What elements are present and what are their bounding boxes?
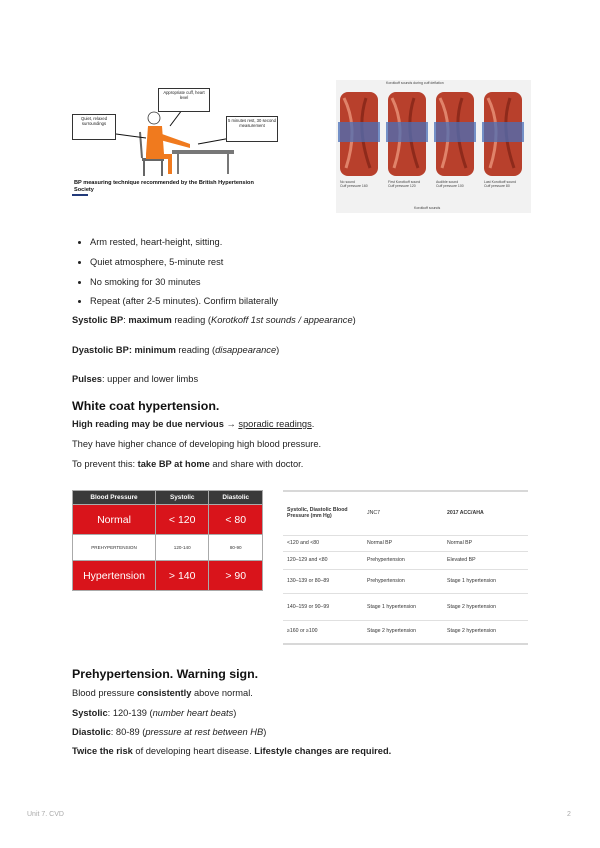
table-header: Blood Pressure (73, 491, 156, 505)
table-row: ≥160 or ≥100 Stage 2 hypertension Stage 2 hypertension (287, 627, 497, 634)
systolic-line: Systolic BP: maximum reading (Korotkoff 1st sounds / appearance) (72, 315, 356, 325)
figure-caption: BP measuring technique recommended by the British Hypertension Society (74, 180, 254, 193)
panel-4-label: Last Korotkoff sound (484, 180, 517, 184)
prehypertension-line-1: Blood pressure consistently above normal. (72, 688, 253, 698)
measurement-bullets (74, 233, 278, 312)
panel-2-label: First Korotkoff sound (388, 180, 421, 184)
pulses-line: Pulses: upper and lower limbs (72, 374, 199, 384)
panel-1-sub: Cuff pressure 160 (340, 184, 368, 188)
arm-panel-1 (338, 92, 380, 176)
table-row: 120–129 and <80 Prehypertension Elevated BP (283, 551, 528, 569)
prehypertension-line-4: Twice the risk of developing heart disease. Lifestyle changes are required. (72, 746, 392, 756)
diastolic-line: Dyastolic BP: minimum reading (disappearance) (72, 345, 280, 355)
arm-panel-4 (482, 92, 524, 176)
table-row: 140–159 or 90–99 Stage 1 hypertension Stage 2 hypertension (283, 593, 528, 620)
prehypertension-line-3: Diastolic: 80-89 (pressure at rest between HB) (72, 727, 267, 737)
bp-technique-figure (72, 88, 290, 198)
panel-2-sub: Cuff pressure 120 (388, 184, 416, 188)
table-row: <120 and <80 Normal BP Normal BP (283, 535, 528, 551)
quiet-surroundings-label: Quiet, relaxed surroundings (72, 114, 116, 140)
list-item: • Quiet atmosphere, 5-minute rest (90, 253, 278, 273)
prehypertension-heading: Prehypertension. Warning sign. (72, 667, 259, 681)
cuff-level-label: Appropriate cuff, heart level (158, 88, 210, 112)
jnc7-acc-aha-table (283, 490, 528, 645)
panel-1-label: No sound (340, 180, 355, 184)
rest-time-label: 5 minutes rest, 30 second measurement (226, 116, 278, 142)
table-row: PREHYPERTENSION 120-140 80-90 (73, 535, 263, 561)
white-coat-line-3: To prevent this: take BP at home and share with doctor. (72, 459, 304, 469)
panel-3-sub: Cuff pressure 100 (436, 184, 464, 188)
table-header: Systolic (156, 491, 209, 505)
table-row: Normal < 120 < 80 (73, 505, 263, 535)
arm-panel-3 (434, 92, 476, 176)
white-coat-line-1: High reading may be due nervious → sporadic readings. (72, 419, 315, 429)
footer-unit: Unit 7. CVD (27, 811, 64, 818)
panel-3-label: Audible sound (436, 180, 459, 184)
list-item: • Arm rested, heart-height, sitting. (90, 233, 278, 253)
arm-cross-section-images (336, 88, 531, 178)
table-header: Diastolic (209, 491, 263, 505)
korotkoff-header: Korotkoff sounds during cuff deflation (386, 81, 444, 85)
table-row: 130–139 or 80–89 Prehypertension Stage 1 hypertension (283, 569, 528, 593)
list-item: • No smoking for 30 minutes (90, 273, 278, 293)
korotkoff-footer: Korotkoff sounds (414, 206, 441, 210)
arm-panel-2 (386, 92, 428, 176)
caption-accent-bar (72, 194, 88, 196)
white-coat-heading: White coat hypertension. (72, 399, 220, 413)
list-item: • Repeat (after 2-5 minutes). Confirm bilaterally (90, 292, 278, 312)
table-row: Systolic, Diastolic Blood Pressure (mm Hg) JNC7 2017 ACC/AHA (283, 492, 528, 535)
bp-category-table (72, 490, 263, 591)
page-number: 2 (567, 811, 571, 818)
panel-4-sub: Cuff pressure 80 (484, 184, 510, 188)
prehypertension-line-2: Systolic: 120-139 (number heart beats) (72, 708, 237, 718)
korotkoff-figure (336, 80, 531, 213)
table-row: Hypertension > 140 > 90 (73, 561, 263, 591)
white-coat-line-2: They have higher chance of developing high blood pressure. (72, 439, 322, 449)
